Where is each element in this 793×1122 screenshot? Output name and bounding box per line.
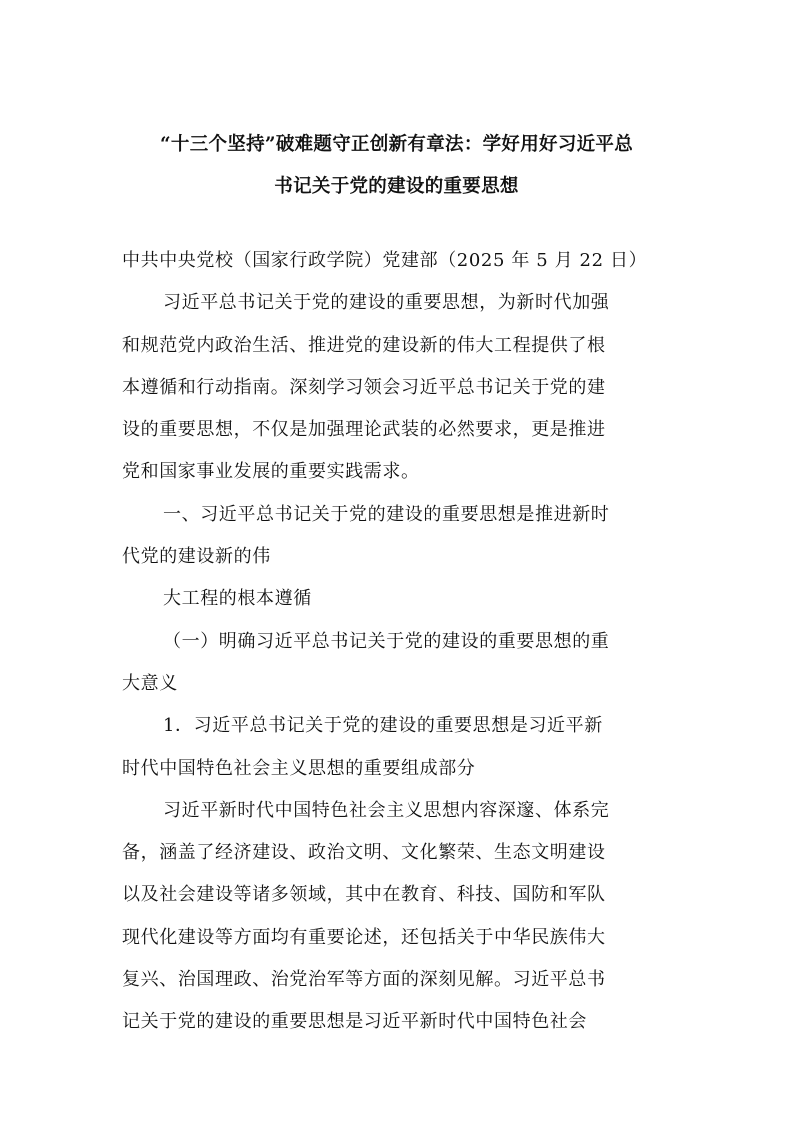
body-line: 记关于党的建设的重要思想是习近平新时代中国特色社会 [122, 1011, 587, 1033]
body-line: 时代中国特色社会主义思想的重要组成部分 [122, 757, 476, 779]
title-line-2: 书记关于党的建设的重要思想 [274, 176, 519, 197]
body-line: 大意义 [122, 672, 178, 694]
body-line: 本遵循和行动指南。深刻学习领会习近平总书记关于党的建 [122, 376, 606, 398]
body-line: 一、习近平总书记关于党的建设的重要思想是推进新时 [163, 503, 610, 525]
body-line: 大工程的根本遵循 [163, 588, 312, 610]
body-line: （一）明确习近平总书记关于党的建设的重要思想的重 [163, 630, 610, 652]
body-line: 习近平总书记关于党的建设的重要思想，为新时代加强 [163, 292, 610, 314]
body-line: 1．习近平总书记关于党的建设的重要思想是习近平新 [163, 715, 603, 737]
body-line: 党和国家事业发展的重要实践需求。 [122, 461, 420, 483]
body-line: 现代化建设等方面均有重要论述，还包括关于中华民族伟大 [122, 926, 606, 948]
body-line: 复兴、治国理政、治党治军等方面的深刻见解。习近平总书 [122, 969, 606, 991]
byline: 中共中央党校（国家行政学院）党建部（2025 年 5 月 22 日） [122, 250, 648, 271]
document-body [122, 240, 682, 1044]
document-title [100, 124, 693, 208]
body-line: 设的重要思想，不仅是加强理论武装的必然要求，更是推进 [122, 419, 606, 441]
body-line: 和规范党内政治生活、推进党的建设新的伟大工程提供了根 [122, 334, 606, 356]
body-line: 习近平新时代中国特色社会主义思想内容深邃、体系完 [163, 799, 610, 821]
title-line-1: “十三个坚持”破难题守正创新有章法：学好用好习近平总 [159, 134, 634, 155]
body-line: 以及社会建设等诸多领域，其中在教育、科技、国防和军队 [122, 884, 606, 906]
body-line: 备，涵盖了经济建设、政治文明、文化繁荣、生态文明建设 [122, 842, 606, 864]
body-line: 代党的建设新的伟 [122, 546, 271, 568]
